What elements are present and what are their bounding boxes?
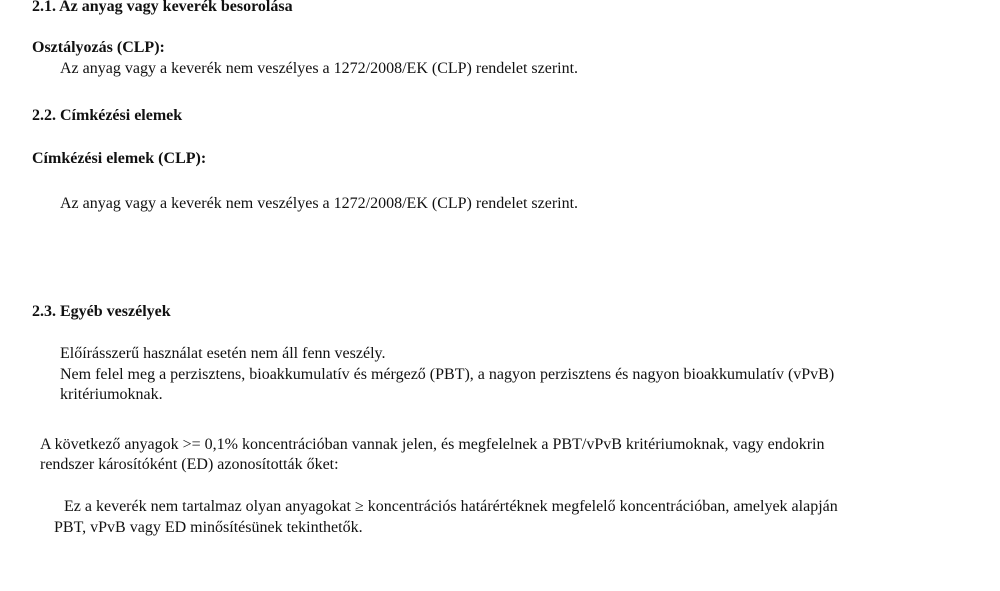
section-2-3-title: 2.3. Egyéb veszélyek (32, 303, 171, 320)
section-2-1-text: Az anyag vagy a keverék nem veszélyes a 1272/2008/EK (CLP) rendelet szerint. (60, 60, 579, 77)
section-2-3-para1-line1: Előírásszerű használat esetén nem áll fenn veszély. (60, 345, 386, 362)
section-2-3-para3-line1: Ez a keverék nem tartalmaz olyan anyagokat ≥ koncentrációs határértéknek megfelelő koncentrációban, amelyek alapján (64, 498, 838, 515)
section-2-2-text: Az anyag vagy a keverék nem veszélyes a 1272/2008/EK (CLP) rendelet szerint. (60, 195, 579, 212)
section-2-3-para3-line2: PBT, vPvB vagy ED minősítésünek tekinthetők. (54, 519, 363, 536)
section-2-2-subheading: Címkézési elemek (CLP): (32, 150, 207, 167)
section-2-3-para2-line1: A következő anyagok >= 0,1% koncentrációban vannak jelen, és megfelelnek a PBT/vPvB kritériumoknak, vagy endokrin (40, 436, 825, 453)
section-2-3-para1-line2: Nem felel meg a perzisztens, bioakkumulatív és mérgező (PBT), a nagyon perzisztens és nagyon bioakkumulatív (vPvB) (60, 366, 835, 383)
section-2-2-title: 2.2. Címkézési elemek (32, 107, 183, 124)
section-2-3-para2-line2: rendszer károsítóként (ED) azonosították őket: (40, 456, 339, 473)
section-2-1-title: 2.1. Az anyag vagy keverék besorolása (32, 0, 293, 15)
section-2-3-para1-line3: kritériumoknak. (60, 386, 163, 403)
section-2-1-subheading: Osztályozás (CLP): (32, 39, 165, 56)
